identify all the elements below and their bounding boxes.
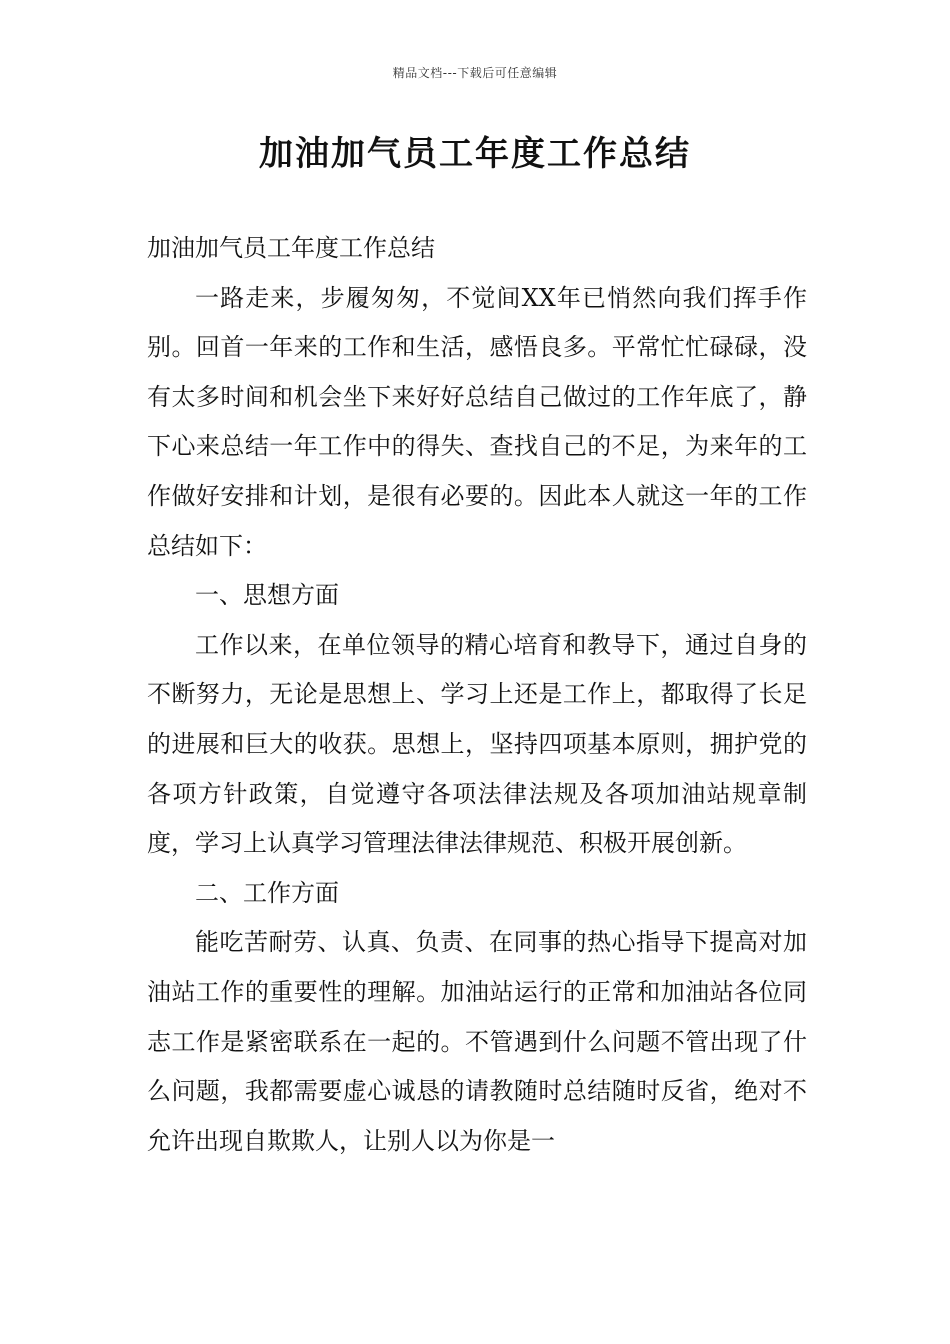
section-heading-thought: 一、思想方面 (195, 581, 339, 610)
section-heading-work: 二、工作方面 (195, 878, 339, 907)
document-title: 加油加气员工年度工作总结 (259, 134, 691, 174)
header-note: 精品文档---下载后可任意编辑 (392, 66, 558, 80)
paragraph-intro: 一路走来，步履匆匆，不觉间XX年已悄然向我们挥手作别。回首一年来的工作和生活，感悟良多。平常忙忙碌碌，没有太多时间和机会坐下来好好总结自己做过的工作年底了，静下心来总结一年工作中的得失、查找自己的不足，为来年的工作做好安排和计划，是很有必要的。因此本人就这一年的工作总结如下： (147, 283, 807, 560)
document-body (147, 224, 807, 1166)
paragraph-thought: 工作以来，在单位领导的精心培育和教导下，通过自身的不断努力，无论是思想上、学习上还是工作上，都取得了长足的进展和巨大的收获。思想上，坚持四项基本原则，拥护党的各项方针政策，自觉遵守各项法律法规及各项加油站规章制度，学习上认真学习管理法律法律规范、积极开展创新。 (147, 630, 807, 858)
document-subtitle: 加油加气员工年度工作总结 (147, 234, 435, 262)
paragraph-work: 能吃苦耐劳、认真、负责、在同事的热心指导下提高对加油站工作的重要性的理解。加油站运行的正常和加油站各位同志工作是紧密联系在一起的。不管遇到什么问题不管出现了什么问题，我都需要虚心诚恳的请教随时总结随时反省，绝对不允许出现自欺欺人，让别人以为你是一 (147, 928, 807, 1155)
